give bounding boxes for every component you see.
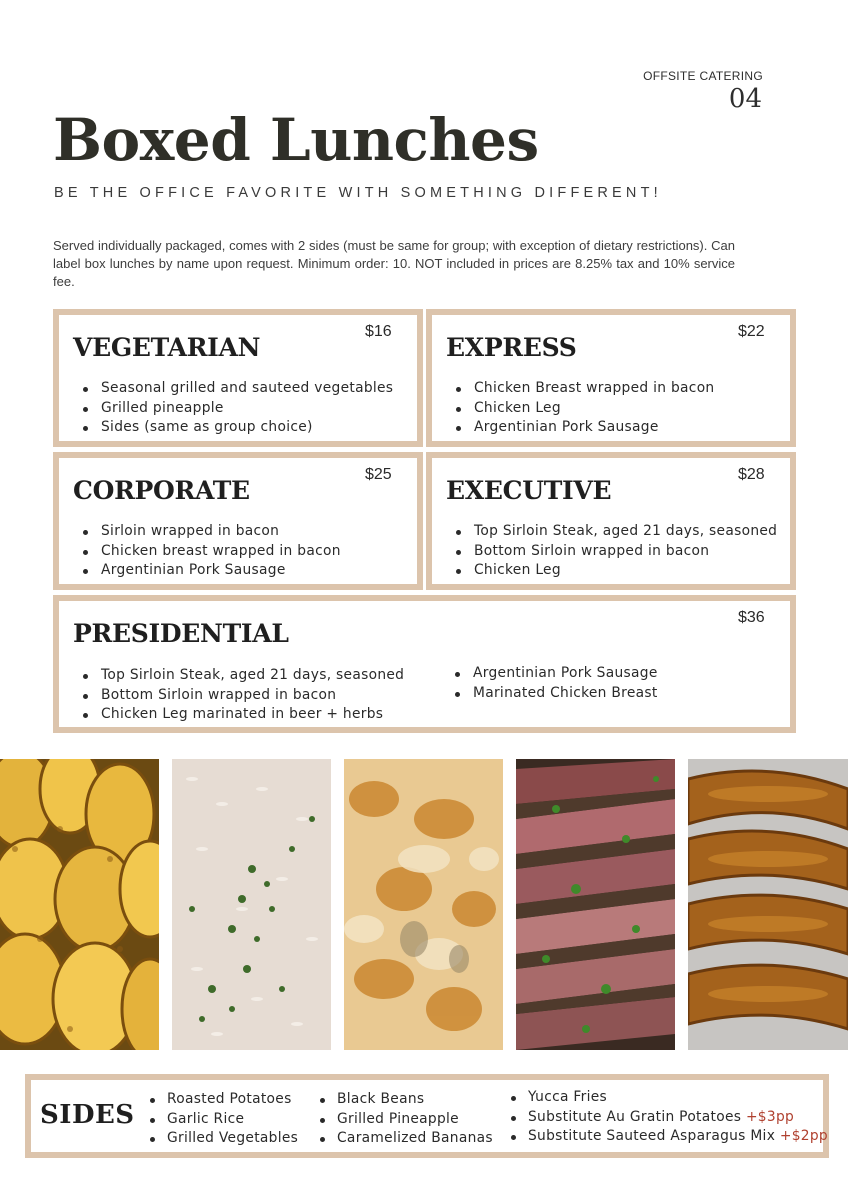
- menu-card-price: $16: [365, 323, 392, 340]
- sides-column-3: [510, 1088, 828, 1147]
- surcharge-label: +$2pp: [779, 1128, 828, 1144]
- page-number: 04: [728, 84, 762, 114]
- menu-card-title: CORPORATE: [73, 476, 250, 505]
- caramelized-bananas-photo: [688, 759, 848, 1050]
- list-item: Sirloin wrapped in bacon: [81, 522, 341, 542]
- list-item: [510, 1127, 828, 1147]
- list-item: Caramelized Bananas: [319, 1129, 493, 1149]
- sides-title: SIDES: [40, 1100, 135, 1130]
- sides-column-2: [319, 1090, 493, 1149]
- sliced-sirloin-photo: [516, 759, 675, 1050]
- menu-card-express: [426, 309, 796, 447]
- list-item: Black Beans: [319, 1090, 493, 1110]
- menu-card-corporate: [53, 452, 423, 590]
- surcharge-label: +$3pp: [745, 1108, 795, 1125]
- sides-column-1: [149, 1090, 298, 1149]
- menu-card-items: [454, 379, 714, 438]
- menu-card-items-left: [81, 666, 404, 725]
- side-item-label: Substitute Au Gratin Potatoes: [528, 1108, 742, 1125]
- list-item: Chicken Leg: [454, 561, 777, 581]
- garlic-rice-photo: [172, 759, 331, 1050]
- menu-card-items-right: [453, 664, 658, 703]
- menu-card-items: [454, 522, 777, 581]
- list-item: Grilled pineapple: [81, 399, 393, 419]
- list-item: Chicken Leg: [454, 399, 714, 419]
- au-gratin-potatoes-photo: [344, 759, 503, 1050]
- menu-card-items: [81, 522, 341, 581]
- list-item: Grilled Pineapple: [319, 1110, 493, 1130]
- menu-card-title: PRESIDENTIAL: [73, 619, 289, 648]
- list-item: Seasonal grilled and sauteed vegetables: [81, 379, 393, 399]
- intro-text: Served individually packaged, comes with 2 sides (must be same for group; with exception of dietary restrictions). Can label box lunches by name upon request. Minimum order: 10. NOT included in prices are 8.25% tax and 10% service fee.: [53, 238, 735, 289]
- page-subtitle: BE THE OFFICE FAVORITE WITH SOMETHING DIFFERENT!: [54, 185, 662, 201]
- list-item: Chicken breast wrapped in bacon: [81, 542, 341, 562]
- list-item: Chicken Leg marinated in beer + herbs: [81, 705, 404, 725]
- menu-card-title: EXPRESS: [446, 333, 577, 362]
- grilled-pineapple-photo: [0, 759, 159, 1050]
- sides-box: [25, 1074, 829, 1158]
- list-item: Roasted Potatoes: [149, 1090, 298, 1110]
- category-label: OFFSITE CATERING: [643, 69, 763, 83]
- list-item: Bottom Sirloin wrapped in bacon: [454, 542, 777, 562]
- list-item: Top Sirloin Steak, aged 21 days, seasoned: [81, 666, 404, 686]
- menu-card-price: $28: [738, 466, 765, 483]
- menu-card-presidential: [53, 595, 796, 733]
- list-item: Yucca Fries: [510, 1088, 828, 1108]
- list-item: [510, 1108, 828, 1128]
- list-item: Argentinian Pork Sausage: [453, 664, 658, 684]
- page-title: Boxed Lunches: [53, 106, 539, 174]
- list-item: Marinated Chicken Breast: [453, 684, 658, 704]
- menu-card-items: [81, 379, 393, 438]
- food-photo-strip: [0, 759, 848, 1050]
- list-item: Top Sirloin Steak, aged 21 days, seasoned: [454, 522, 777, 542]
- side-item-label: Substitute Sauteed Asparagus Mix: [528, 1128, 776, 1144]
- menu-card-price: $25: [365, 466, 392, 483]
- menu-card-executive: [426, 452, 796, 590]
- menu-card-title: VEGETARIAN: [73, 333, 261, 362]
- list-item: Argentinian Pork Sausage: [454, 418, 714, 438]
- menu-card-price: $36: [738, 609, 765, 626]
- list-item: Bottom Sirloin wrapped in bacon: [81, 686, 404, 706]
- list-item: Chicken Breast wrapped in bacon: [454, 379, 714, 399]
- list-item: Sides (same as group choice): [81, 418, 393, 438]
- list-item: Grilled Vegetables: [149, 1129, 298, 1149]
- menu-card-price: $22: [738, 323, 765, 340]
- menu-card-vegetarian: [53, 309, 423, 447]
- menu-card-title: EXECUTIVE: [446, 476, 612, 505]
- list-item: Garlic Rice: [149, 1110, 298, 1130]
- list-item: Argentinian Pork Sausage: [81, 561, 341, 581]
